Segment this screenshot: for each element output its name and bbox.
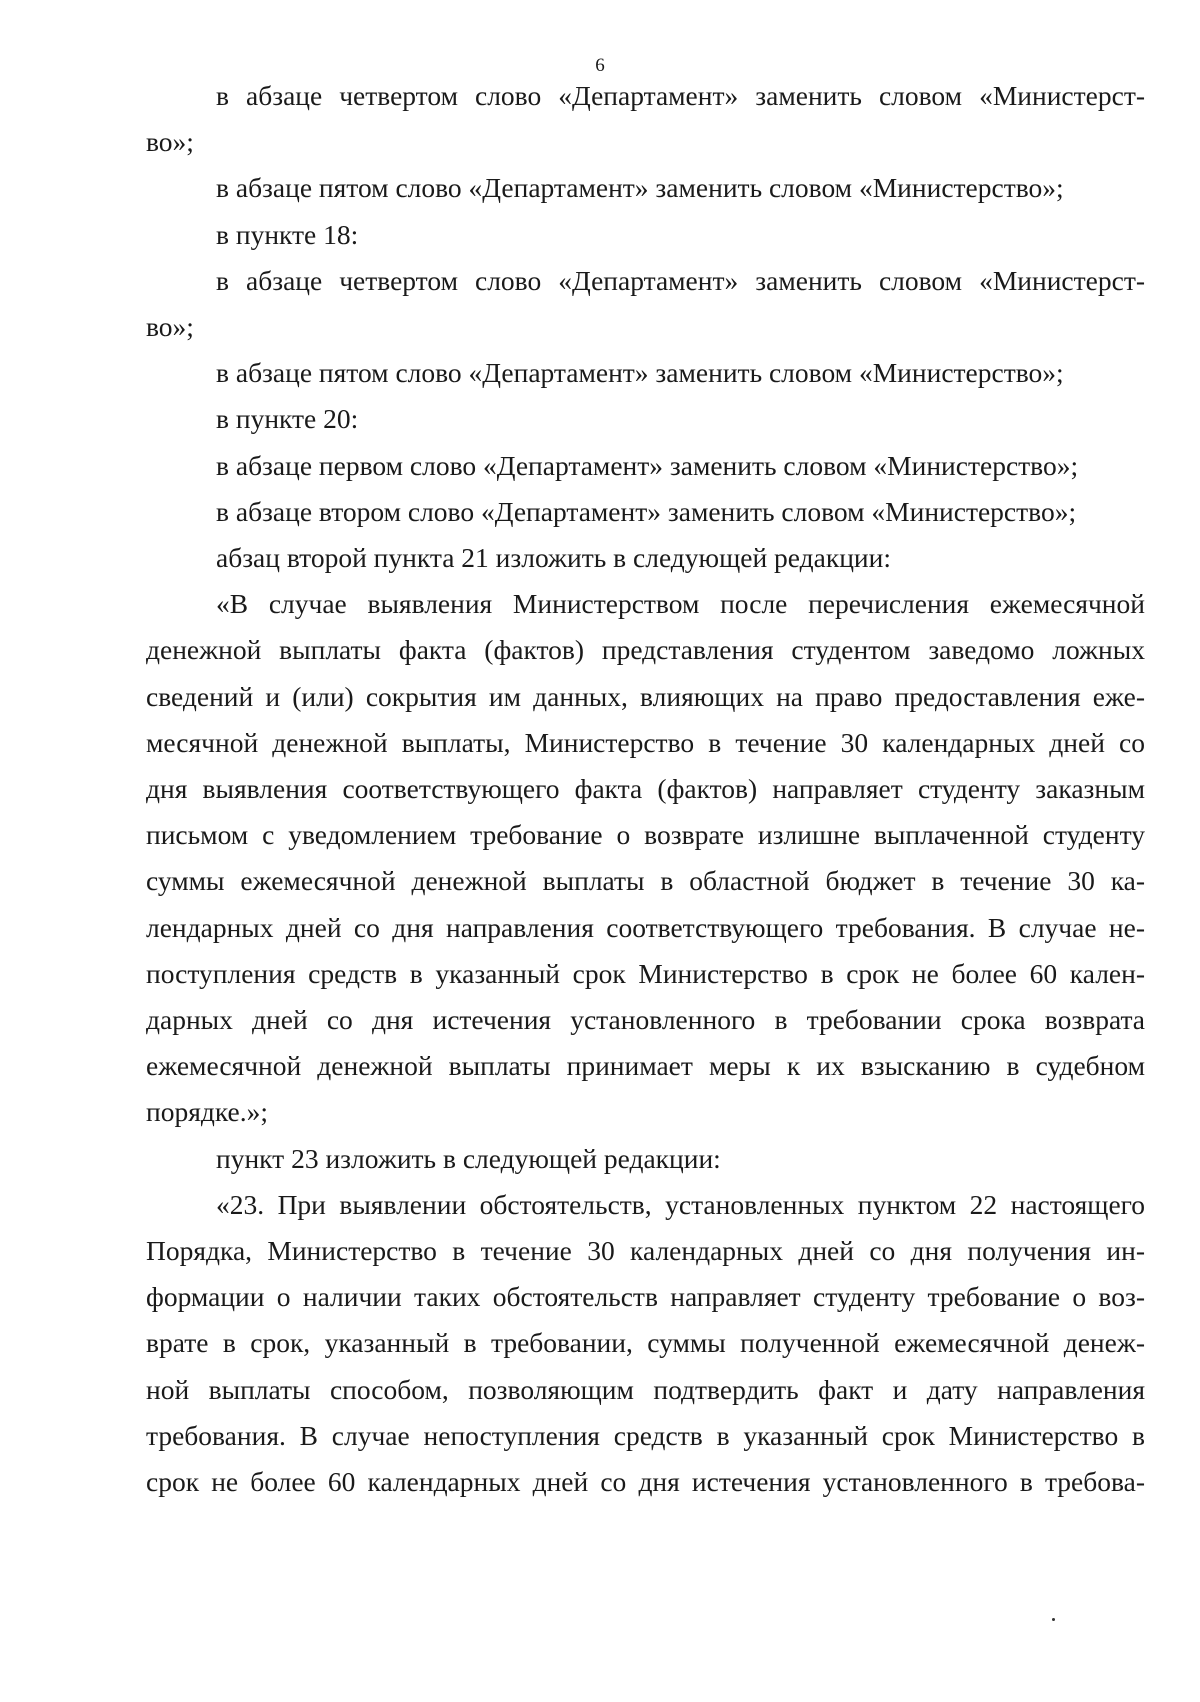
scan-dot-mark [1052,1618,1055,1621]
page-number: 6 [595,55,605,76]
paragraph-line: ежемесячной денежной выплаты принимает меры к их взысканию в судебном [146,1050,1145,1082]
paragraph: в пункте 18: [216,218,359,250]
paragraph-line: поступления средств в указанный срок Министерство в срок не более 60 кален- [146,957,1145,989]
paragraph: абзац второй пункта 21 изложить в следующей редакции: [216,542,891,574]
paragraph-line: дарных дней со дня истечения установленного в требовании срока возврата [146,1004,1145,1036]
paragraph-point-23-text [146,1182,1145,1505]
paragraph-line: суммы ежемесячной денежной выплаты в областной бюджет в течение 30 ка- [146,865,1145,897]
paragraph [146,73,1145,165]
paragraph-line: месячной денежной выплаты, Министерство в течение 30 календарных дней со [146,726,1145,758]
paragraph: в абзаце пятом слово «Департамент» заменить словом «Министерство»; [216,172,1064,204]
paragraph-line: письмом с уведомлением требование о возврате излишне выплаченной студенту [146,819,1145,851]
paragraph-line: порядке.»; [146,1096,269,1128]
paragraph: пункт 23 изложить в следующей редакции: [216,1142,721,1174]
paragraph-line: сведений и (или) сокрытия им данных, влияющих на право предоставления еже- [146,680,1145,712]
paragraph-line: во»; [146,126,194,158]
paragraph-line: ной выплаты способом, позволяющим подтвердить факт и дату направления [146,1373,1145,1405]
paragraph: в пункте 20: [216,403,359,435]
paragraph-line: срок не более 60 календарных дней со дня истечения установленного в требова- [146,1466,1145,1498]
paragraph-line: врате в срок, указанный в требовании, суммы полученной ежемесячной денеж- [146,1327,1145,1359]
paragraph-line: в абзаце четвертом слово «Департамент» заменить словом «Министерст- [216,80,1145,111]
paragraph-line: Порядка, Министерство в течение 30 календарных дней со дня получения ин- [146,1235,1145,1267]
paragraph-point-21-text [146,581,1145,1135]
paragraph-line: во»; [146,311,194,343]
paragraph-line: лендарных дней со дня направления соответствующего требования. В случае не- [146,911,1145,943]
paragraph-line: требования. В случае непоступления средств в указанный срок Министерство в [146,1419,1145,1451]
paragraph-line: «23. При выявлении обстоятельств, установленных пунктом 22 настоящего [216,1188,1145,1220]
paragraph: в абзаце первом слово «Департамент» заменить словом «Министерство»; [216,449,1079,481]
paragraph: в абзаце пятом слово «Департамент» заменить словом «Министерство»; [216,357,1064,389]
paragraph-line: в абзаце четвертом слово «Департамент» заменить словом «Министерст- [216,264,1145,296]
paragraph-line: «В случае выявления Министерством после перечисления ежемесячной [216,588,1145,620]
document-body [146,73,1145,1505]
paragraph-line: денежной выплаты факта (фактов) представления студентом заведомо ложных [146,634,1145,666]
paragraph-line: дня выявления соответствующего факта (фактов) направляет студенту заказным [146,773,1145,805]
paragraph-line: формации о наличии таких обстоятельств направляет студенту требование о воз- [146,1281,1145,1313]
paragraph: в абзаце втором слово «Департамент» заменить словом «Министерство»; [216,495,1077,527]
paragraph [146,258,1145,350]
